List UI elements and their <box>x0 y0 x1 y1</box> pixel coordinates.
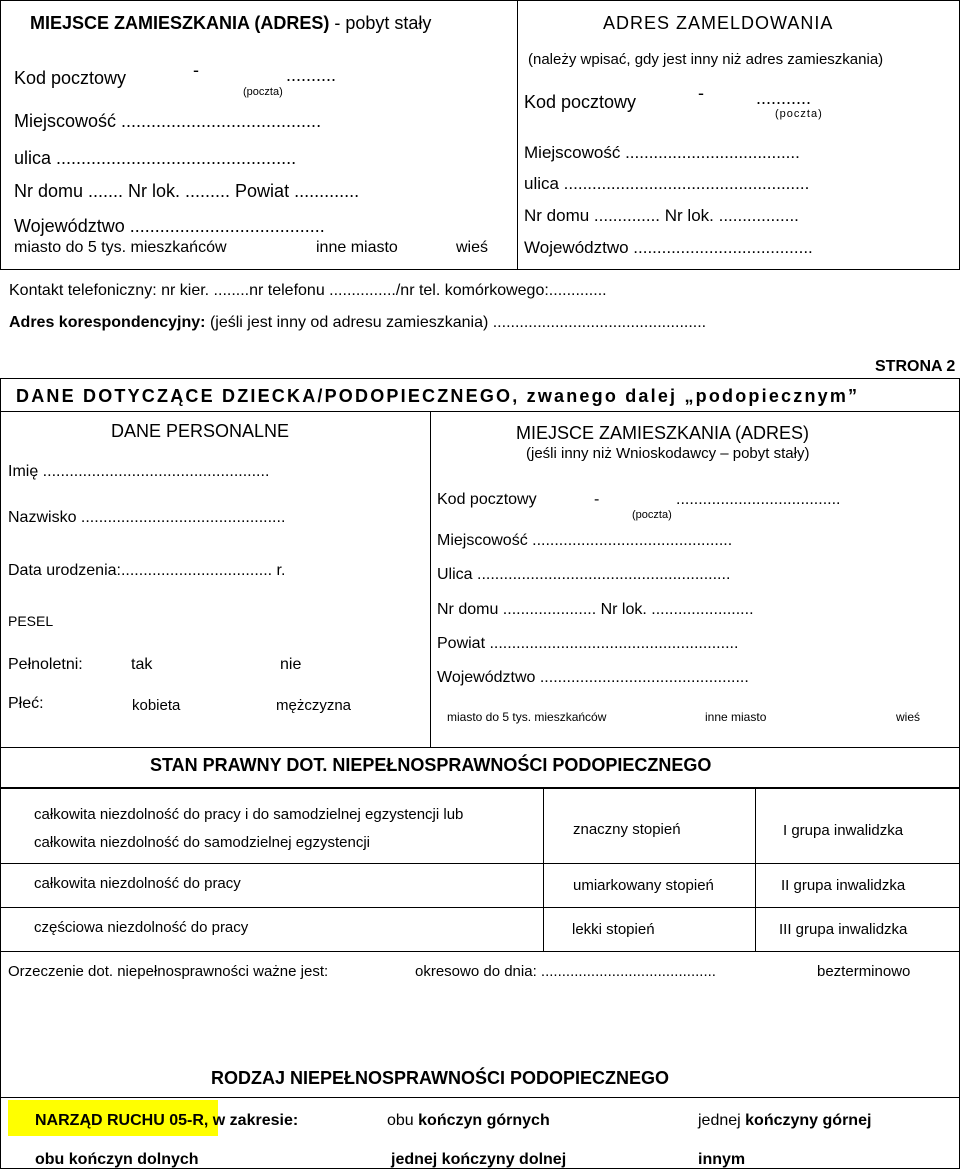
personal-plec: Płeć: <box>8 695 44 712</box>
address-miejscowosc: Miejscowość ........................................ <box>14 111 322 131</box>
section-divider <box>0 411 960 412</box>
zameldowanie-subtitle: (należy wpisać, gdy jest inny niż adres zamieszkania) <box>528 51 884 68</box>
option-jednej-konczyny-gornej[interactable]: jednej kończyny górnej <box>698 1112 872 1129</box>
address-kod-label: Kod pocztowy <box>14 68 127 88</box>
address-ulica: ulica ................................................ <box>14 148 297 168</box>
stan-row-line-2 <box>0 907 960 908</box>
option-jednej-konczyny-dolnej[interactable]: jednej kończyny dolnej <box>391 1151 567 1168</box>
contact-line: Kontakt telefoniczny: nr kier. ........nr telefonu .............../nr tel. komórkowego:............. <box>9 282 607 299</box>
stan-row3-stopien: lekki stopień <box>572 921 655 938</box>
address-kod-dots: .......... <box>286 65 337 85</box>
stan-divider <box>0 747 960 748</box>
stan-row2: całkowita niezdolność do pracy <box>34 875 241 892</box>
address-poczta: (poczta) <box>243 86 283 98</box>
address-nr-line: Nr domu ....... Nr lok. ......... Powiat ............. <box>14 181 360 201</box>
page-label: STRONA 2 <box>875 358 956 375</box>
orzeczenie-bezterminowo: bezterminowo <box>817 963 911 980</box>
zameldowanie-kod-dots: ........... <box>756 88 812 108</box>
child-address-title: MIEJSCE ZAMIESZKANIA (ADRES) <box>516 423 810 443</box>
zameldowanie-miejscowosc: Miejscowość ..................................... <box>524 143 800 162</box>
stan-row2-stopien: umiarkowany stopień <box>573 877 714 894</box>
option-kobieta[interactable]: kobieta <box>132 697 181 714</box>
rodzaj-title: RODZAJ NIEPEŁNOSPRAWNOŚCI PODOPIECZNEGO <box>211 1068 670 1088</box>
option-obu-konczyn-dolnych[interactable]: obu kończyn dolnych <box>35 1151 199 1168</box>
column-divider <box>430 411 431 747</box>
orzeczenie-okresowo: okresowo do dnia: .......................................... <box>415 963 716 980</box>
child-ulica: Ulica ......................................................... <box>437 566 731 583</box>
zameldowanie-nr-line: Nr domu .............. Nr lok. ................. <box>524 206 799 225</box>
option-obu-konczyn-gornych[interactable]: obu kończyn górnych <box>387 1112 550 1129</box>
zameldowanie-poczta: (poczta) <box>775 108 823 120</box>
stan-row1-line-b: całkowita niezdolność do samodzielnej egzystencji <box>34 834 371 851</box>
address-title: MIEJSCE ZAMIESZKANIA (ADRES) - pobyt stały <box>30 13 432 33</box>
address-wojewodztwo: Województwo ....................................... <box>14 216 325 236</box>
child-inne: inne miasto <box>705 710 767 724</box>
stan-row-line-3 <box>0 951 960 952</box>
rodzaj-divider <box>0 1097 960 1098</box>
address-box-right <box>517 0 960 270</box>
child-address-subtitle: (jeśli inny niż Wnioskodawcy – pobyt stały) <box>526 445 810 462</box>
child-nr-line: Nr domu ..................... Nr lok. ....................... <box>437 601 754 618</box>
address-inne: inne miasto <box>316 239 398 256</box>
zameldowanie-wojewodztwo: Województwo ...................................... <box>524 238 813 257</box>
child-miejscowosc: Miejscowość ............................................. <box>437 532 733 549</box>
personal-pesel: PESEL <box>8 613 54 629</box>
zameldowanie-kod-label: Kod pocztowy <box>524 92 637 112</box>
address-wies: wieś <box>456 239 489 256</box>
child-wojewodztwo: Województwo ............................................... <box>437 669 749 686</box>
address-miasto: miasto do 5 tys. mieszkańców <box>14 239 227 256</box>
orzeczenie-label: Orzeczenie dot. niepełnosprawności ważne jest: <box>8 963 329 980</box>
stan-row1-grupa: I grupa inwalidzka <box>783 822 904 839</box>
child-kod-label: Kod pocztowy <box>437 491 537 508</box>
child-wies: wieś <box>896 710 921 724</box>
personal-nazwisko: Nazwisko .............................................. <box>8 509 286 526</box>
zameldowanie-title: ADRES ZAMELDOWANIA <box>603 13 834 33</box>
zameldowanie-ulica: ulica .................................................... <box>524 174 810 193</box>
stan-title: STAN PRAWNY DOT. NIEPEŁNOSPRAWNOŚCI PODOPIECZNEGO <box>150 755 712 775</box>
personal-data-urodzenia: Data urodzenia:.................................. r. <box>8 562 286 579</box>
address-kod-dash: - <box>193 60 199 80</box>
child-kod-dash: - <box>594 491 600 508</box>
personal-imie: Imię ................................................... <box>8 463 270 480</box>
personal-pelnoletni: Pełnoletni: <box>8 656 83 673</box>
stan-row3: częściowa niezdolność do pracy <box>34 919 249 936</box>
option-mezczyzna[interactable]: mężczyzna <box>276 697 352 714</box>
stan-row1-line-a: całkowita niezdolność do pracy i do samodzielnej egzystencji lub <box>34 806 464 823</box>
stan-row3-grupa: III grupa inwalidzka <box>779 921 908 938</box>
stan-row-line-1 <box>0 863 960 864</box>
personal-title: DANE PERSONALNE <box>111 421 290 441</box>
option-innym[interactable]: innym <box>698 1151 746 1168</box>
stan-col-line-2 <box>755 788 756 951</box>
correspondence-address: Adres korespondencyjny: (jeśli jest inny od adresu zamieszkania) ................................................ <box>9 314 707 331</box>
section-title: DANE DOTYCZĄCE DZIECKA/PODOPIECZNEGO, zwanego dalej „podopiecznym” <box>16 386 860 406</box>
child-miasto: miasto do 5 tys. mieszkańców <box>447 710 607 724</box>
child-powiat: Powiat ........................................................ <box>437 635 739 652</box>
option-nie[interactable]: nie <box>280 656 302 673</box>
child-poczta: (poczta) <box>632 509 672 521</box>
stan-row1-stopien: znaczny stopień <box>573 821 681 838</box>
zameldowanie-kod-dash: - <box>698 83 704 103</box>
stan-col-line-1 <box>543 788 544 951</box>
option-tak[interactable]: tak <box>131 656 153 673</box>
child-kod-dots: ..................................... <box>676 491 841 508</box>
stan-row2-grupa: II grupa inwalidzka <box>781 877 906 894</box>
narzad-ruchu: NARZĄD RUCHU 05-R, w zakresie: <box>35 1112 299 1129</box>
